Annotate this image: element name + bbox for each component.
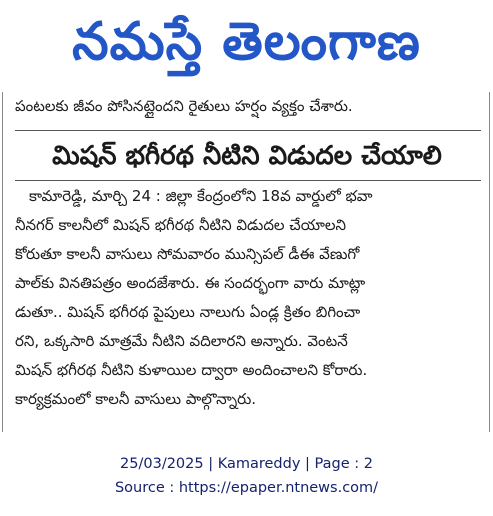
article-body-line: రని, ఒక్కసారి మాత్రమే నీటిని వదిలారని అన్నారు. వెంటనే: [15, 332, 348, 350]
article-body-line: నీనగర్ కాలనీలో మిషన్ భగీరథ నీటిని విడుదల చేయాలని: [15, 216, 346, 234]
article-body-line: డుతూ.. మిషన్ భగీరథ పైపులు నాలుగు ఏండ్ల క్రితం బిగించా: [15, 303, 361, 321]
newspaper-masthead: నమస్తే తెలంగాణ: [72, 12, 421, 72]
footer-source-link[interactable]: Source : https://epaper.ntnews.com/: [114, 480, 379, 496]
article-body: [15, 182, 483, 414]
divider-top: [15, 130, 481, 131]
article-body-line: పాల్‌కు వినతిపత్రం అందజేశారు. ఈ సందర్భంగా వారు మాట్లా: [15, 274, 366, 292]
article-headline: మిషన్ భగీరథ నీటిని విడుదల చేయాలి: [52, 141, 442, 171]
article-body-line: కార్యక్రమంలో కాలనీ వాసులు పాల్గొన్నారు.: [15, 390, 257, 408]
footer-date-edition: 25/03/2025 | Kamareddy | Page : 2: [120, 456, 373, 472]
source-footer: [0, 452, 493, 500]
news-clipping: [2, 92, 490, 432]
clipping-lead-line: పంటలకు జీవం పోసినట్లైందని రైతులు హర్షం వ్యక్తం చేశారు.: [15, 97, 353, 115]
article-body-line: కోరుతూ కాలనీ వాసులు సోమవారం మున్సిపల్ డీఈ వేణుగో: [15, 245, 360, 263]
article-body-line: కామారెడ్డి, మార్చి 24 : జిల్లా కేంద్రంలోని 18వ వార్డులో భవా: [29, 187, 373, 205]
article-body-line: మిషన్ భగీరథ నీటిని కుళాయిల ద్వారా అందించాలని కోరారు.: [15, 361, 368, 379]
divider-headline: [15, 180, 481, 181]
